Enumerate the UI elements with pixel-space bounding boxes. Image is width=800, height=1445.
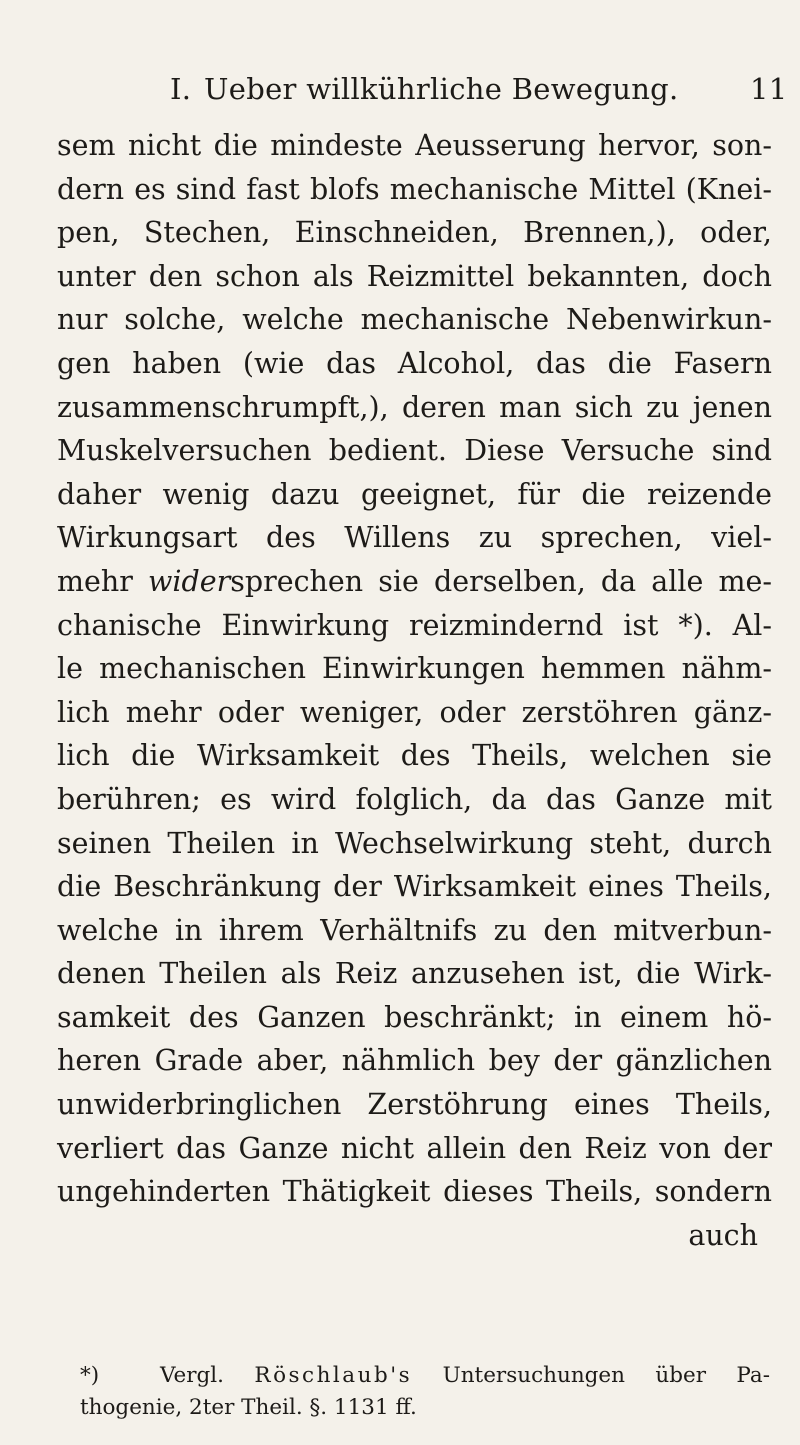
text-line: gen haben (wie das Alcohol, das die Fasern <box>57 346 772 380</box>
page-number: 11 <box>750 72 788 106</box>
catchword: auch <box>688 1218 758 1252</box>
text-line: seinen Theilen in Wechselwirkung steht, durch <box>57 826 772 860</box>
footnote-text: Untersuchungen über Pa- <box>442 1363 770 1388</box>
text-line: lich die Wirksamkeit des Theils, welchen sie <box>57 739 772 773</box>
text-line: welche in ihrem Verhältnifs zu den mitverbun- <box>57 913 772 947</box>
text-line: sem nicht die mindeste Aeusserung hervor, son- <box>57 129 772 162</box>
footnote-author: Röschlaub's <box>254 1363 413 1388</box>
text-line-with-italic <box>57 560 772 604</box>
text-line: berühren; es wird folglich, da das Ganze mit <box>57 782 772 816</box>
text-line: lich mehr oder weniger, oder zerstöhren gänz- <box>57 695 772 729</box>
footnote-line: thogenie, 2ter Theil. §. 1131 ff. <box>80 1395 417 1420</box>
italic-emphasis: wider <box>147 564 231 598</box>
footnote-line <box>80 1360 770 1392</box>
text-segment: sprechen sie derselben, da alle me- <box>230 564 772 598</box>
text-line: unter den schon als Reizmittel bekannten, doch <box>57 259 772 293</box>
text-line: nur solche, welche mechanische Nebenwirkun- <box>57 303 772 337</box>
text-line: dern es sind fast blofs mechanische Mittel (Knei- <box>57 172 772 206</box>
text-line: denen Theilen als Reiz anzusehen ist, die Wirk- <box>57 957 772 991</box>
text-line: Muskelversuchen bedient. Diese Versuche sind <box>57 434 772 468</box>
footnote-marker: *) <box>80 1363 100 1388</box>
running-title: Ueber willkührliche Bewegung. <box>204 72 679 106</box>
text-line: heren Grade aber, nähmlich bey der gänzlichen <box>57 1044 772 1078</box>
text-segment: mehr <box>57 564 148 598</box>
text-line: samkeit des Ganzen beschränkt; in einem hö- <box>57 1000 772 1034</box>
footnote <box>80 1360 770 1424</box>
footnote-ref: Vergl. <box>159 1363 224 1388</box>
text-line: verliert das Ganze nicht allein den Reiz von der <box>57 1131 772 1165</box>
text-line: unwiderbringlichen Zerstöhrung eines Theils, <box>57 1088 772 1122</box>
text-line: pen, Stechen, Einschneiden, Brennen,), oder, <box>57 216 772 250</box>
text-line: die Beschränkung der Wirksamkeit eines Theils, <box>57 870 772 904</box>
text-line: ungehinderten Thätigkeit dieses Theils, sondern <box>57 1175 772 1209</box>
text-line: Wirkungsart des Willens zu sprechen, viel- <box>57 521 772 555</box>
body-text <box>57 124 772 1257</box>
text-line: zusammenschrumpft,), deren man sich zu jenen <box>57 390 772 424</box>
text-line: chanische Einwirkung reizmindernd ist *). Al- <box>57 608 772 642</box>
text-line: daher wenig dazu geeignet, für die reizende <box>57 477 772 511</box>
section-number: I. <box>170 72 192 106</box>
text-line: le mechanischen Einwirkungen hemmen nähm- <box>57 652 772 686</box>
